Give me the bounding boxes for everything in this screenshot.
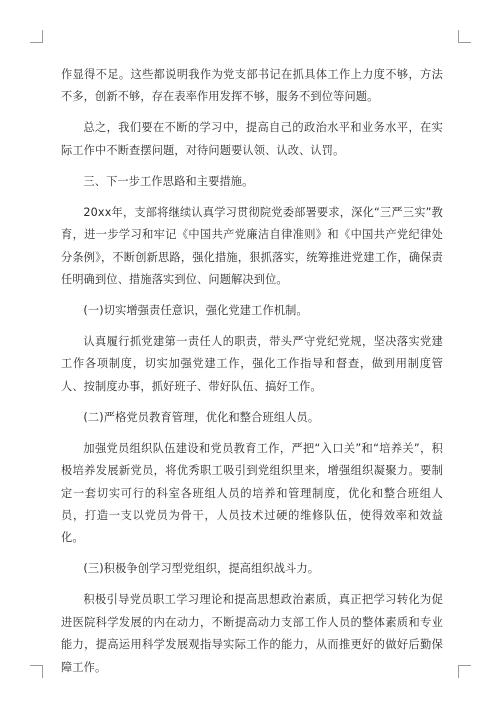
document-body (61, 64, 443, 688)
section-heading-next-steps: 三、下一步工作思路和主要措施。 (83, 174, 254, 188)
crop-mark-top-right (458, 30, 471, 43)
paragraph-summary: 总之，我们要在不断的学习中，提高自己的政治水平和业务水平，在实际工作中不断查摆问题，对待问题要认领、认改、认罚。 (61, 121, 443, 157)
crop-mark-bottom-left (30, 665, 43, 678)
paragraph-responsibility: 认真履行抓党建第一责任人的职责，带头严守党纪党规，坚决落实党建工作各项制度，切实加强党建工作，强化工作指导和督查，做到用制度管人、按制度办事，抓好班子、带好队伍、搞好工作。 (61, 335, 443, 393)
crop-mark-bottom-right (458, 665, 471, 678)
paragraph-continuation: 作显得不足。这些都说明我作为党支部书记在抓具体工作上力度不够，方法不多，创新不够，存在表率作用发挥不够，服务不到位等问题。 (61, 68, 443, 104)
subheading-learning-organization: (三)积极争创学习型党组织，提高组织战斗力。 (83, 562, 320, 576)
subheading-member-management: (二)严格党员教育管理，优化和整合班组人员。 (83, 410, 320, 424)
paragraph-learning-organization: 积极引导党员职工学习理论和提高思想政治素质，真正把学习转化为促进医院科学发展的内在动力，不断提高动力支部工作人员的整体素质和专业能力，提高运用科学发展观指导实际工作的能力，从而推更好的做好后勤保障工作。 (61, 593, 443, 674)
subheading-responsibility: (一)切实增强责任意识，强化党建工作机制。 (83, 304, 308, 318)
paragraph-plan-overview: 20xx年，支部将继续认真学习贯彻院党委部署要求，深化“三严三实”教育，进一步学习和牢记《中国共产党廉洁自律准则》和《中国共产党纪律处分条例》，不断创新思路，强化措施，狠抓落实，统筹推进党建工作，确保责任明确到位、措施落实到位、问题解决到位。 (61, 205, 443, 287)
paragraph-member-management: 加强党员组织队伍建设和党员教育工作，严把“入口关”和“培养关”，积极培养发展新党员，将优秀职工吸引到党组织里来，增强组织凝聚力。要制定一套切实可行的科室各班组人员的培养和管理制度，优化和整合班组人员，打造一支以党员为骨干，人员技术过硬的维修队伍，使得效率和效益化。 (61, 441, 443, 545)
crop-mark-top-left (30, 30, 43, 43)
